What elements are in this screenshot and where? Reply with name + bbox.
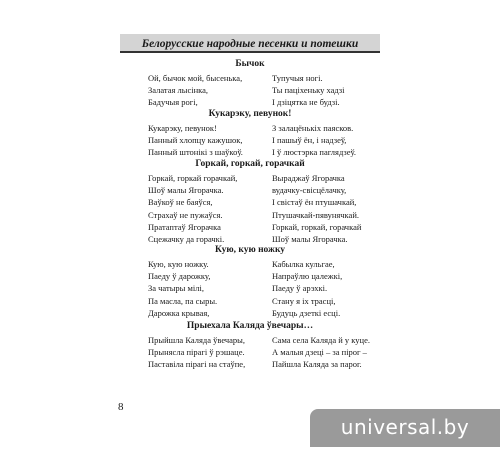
verse-line: Дарожка крывая,	[148, 307, 210, 318]
verse-line: Сама села Каляда й у куце.	[272, 335, 370, 345]
verse-line: Пайшла Каляда за парог.	[272, 359, 362, 370]
verse-line: Прыйшла Каляда ўвечары,	[148, 335, 246, 345]
song-right-column	[272, 258, 392, 319]
verse-line: Кукарэку, певунок!	[148, 123, 217, 133]
song-right-column	[272, 334, 392, 371]
verse-line: З залацёнькіх паясков.	[272, 123, 354, 133]
verse-line: Паеду ў арэхкі.	[272, 283, 328, 294]
verse-line: Пратаптаў Ягорачка	[148, 221, 221, 232]
verse-line: І дзіцятка не будзі.	[272, 97, 340, 108]
verse-line: Страхаў не пужаўся.	[148, 209, 223, 220]
verse-line: Ой, бычок мой, бысенька,	[148, 73, 243, 83]
verse-line: Панный хлопцу кажушок,	[148, 135, 243, 146]
verse-line: Паеду ў дарожку,	[148, 271, 211, 282]
verse-line: вудачку-свісцёлачку,	[272, 185, 347, 196]
verse-line: Ваўкоў не баяўся,	[148, 197, 213, 208]
verse-line: І ў люстэрка паглядзеў.	[272, 147, 357, 158]
page-header	[120, 34, 380, 53]
song-left-column	[148, 172, 268, 245]
song-title: Прыехала Каляда ўвечары…	[186, 321, 314, 331]
verse-line: І пашыў ён, і надзеў,	[272, 135, 347, 146]
verse-line: А малыя дзеці – за пірог –	[272, 347, 367, 358]
verse-line: Выраджаў Ягорачка	[272, 173, 345, 183]
verse-line: Прынясла пірагі ў рэшаце.	[148, 347, 245, 358]
song-right-column	[272, 72, 392, 109]
verse-line: Тупучыя ногі.	[272, 73, 323, 83]
page-number: 8	[118, 401, 124, 413]
verse-line: Кабылка кульгае,	[272, 259, 335, 269]
verse-line: Паставіла пірагі на стаўпе,	[148, 359, 246, 370]
header-title: Белорусские народные песенки и потешки	[141, 38, 359, 50]
song-title: Бычок	[235, 59, 265, 69]
verse-line: Горкай, горкай горачкай,	[148, 173, 238, 183]
verse-line: За чатыры мілі,	[148, 283, 204, 294]
verse-line: Будуць дзеткі есці.	[272, 307, 341, 318]
verse-line: Панный штонікі з шаўкоў.	[148, 147, 243, 158]
verse-line: Кую, кую ножку.	[148, 259, 209, 269]
song-right-column	[272, 122, 392, 159]
verse-line: Стану я іх трасці,	[272, 295, 336, 306]
verse-line: Птушачкай-пявунячкай.	[272, 209, 360, 220]
verse-line: Горкай, горкай, горачкай	[272, 221, 362, 232]
verse-line: Шоў малы Ягорачка.	[272, 234, 348, 245]
song-left-column	[148, 72, 268, 109]
song-right-column	[272, 172, 392, 245]
verse-line: Залатая лысінка,	[148, 85, 209, 96]
song-title: Кукарэку, певунок!	[208, 109, 292, 119]
song-title: Горкай, горкай, горачкай	[195, 159, 305, 169]
verse-line: Па масла, па сыры.	[148, 295, 218, 306]
verse-line: Сцежачку да горачкі.	[148, 234, 225, 245]
song-title: Кую, кую ножку	[214, 245, 286, 255]
verse-line: Ты паціхеньку хадзі	[272, 85, 345, 96]
watermark-badge	[310, 409, 500, 447]
song-left-column	[148, 122, 268, 159]
song-left-column	[148, 334, 268, 371]
song-left-column	[148, 258, 268, 319]
verse-line: Бадучыя рогі,	[148, 97, 198, 108]
verse-line: Напраўлю цалежкі,	[272, 271, 343, 282]
verse-line: І свістаў ён птушачкай,	[272, 197, 357, 208]
watermark-text: universal.by	[340, 415, 470, 439]
verse-line: Шоў малы Ягорачка.	[148, 185, 224, 196]
